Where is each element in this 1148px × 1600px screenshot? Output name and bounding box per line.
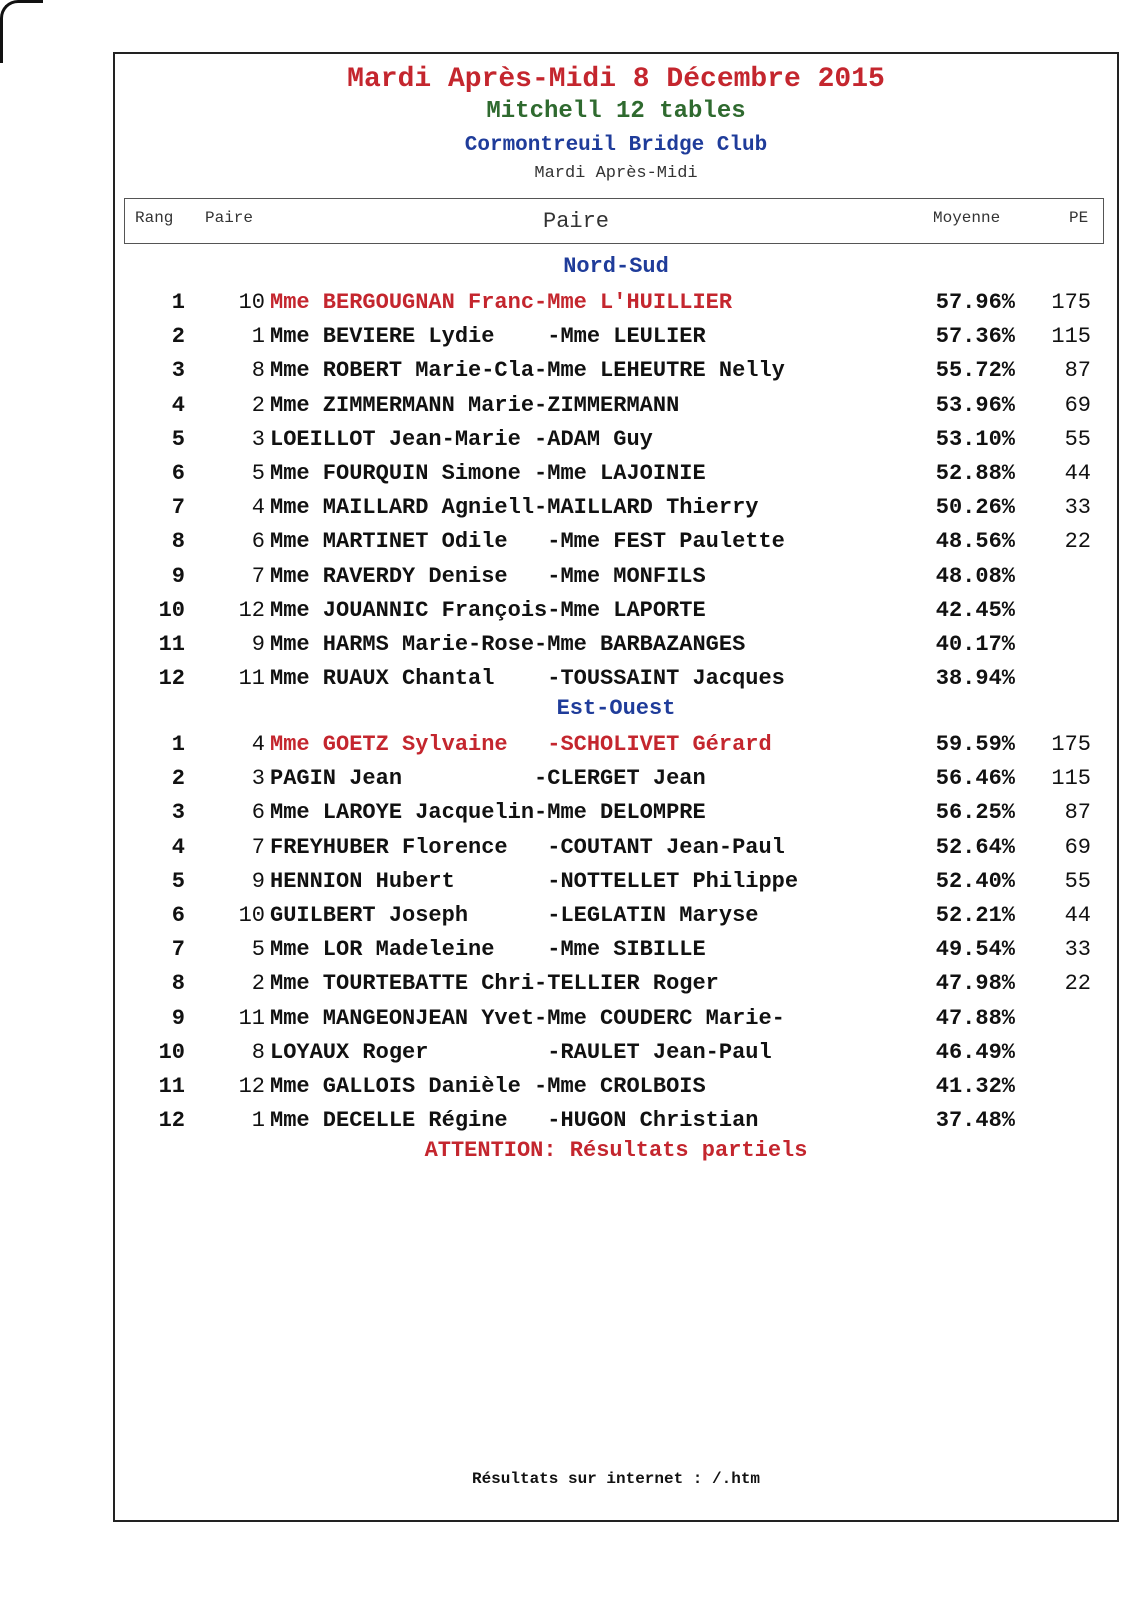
table-row xyxy=(115,491,1117,525)
average-cell: 38.94% xyxy=(935,666,1015,692)
average-cell: 46.49% xyxy=(935,1039,1015,1065)
pair-number-cell: 2 xyxy=(251,971,265,997)
club-name: Cormontreuil Bridge Club xyxy=(464,134,768,157)
internet-results-line: Résultats sur internet : /.htm xyxy=(471,1470,761,1488)
average-cell: 47.88% xyxy=(935,1005,1015,1031)
pair-names-cell: Mme BERGOUGNAN Franc-Mme L'HUILLIER xyxy=(270,290,733,315)
pair-number-cell: 7 xyxy=(251,834,265,860)
table-row xyxy=(115,560,1117,594)
pair-names-cell: Mme RAVERDY Denise -Mme MONFILS xyxy=(270,563,706,589)
pair-number-cell: 12 xyxy=(238,1074,265,1099)
pair-number-cell: 3 xyxy=(251,766,265,792)
pair-number-cell: 1 xyxy=(251,1108,265,1134)
rank-cell: 7 xyxy=(171,937,185,963)
average-cell: 47.98% xyxy=(935,971,1015,997)
pair-number-cell: 4 xyxy=(251,732,265,757)
table-row xyxy=(115,865,1117,899)
table-row xyxy=(115,899,1117,933)
average-cell: 49.54% xyxy=(935,937,1015,963)
pair-names-cell: Mme LAROYE Jacquelin-Mme DELOMPRE xyxy=(270,800,706,826)
pair-number-cell: 8 xyxy=(251,1039,265,1065)
pe-cell: 22 xyxy=(1064,971,1091,997)
pair-names-cell: Mme GALLOIS Danièle -Mme CROLBOIS xyxy=(270,1074,706,1099)
rank-cell: 8 xyxy=(171,971,185,997)
pair-names-cell: Mme JOUANNIC François-Mme LAPORTE xyxy=(270,597,706,623)
table-row xyxy=(115,354,1117,388)
rank-cell: 1 xyxy=(171,290,185,315)
average-cell: 41.32% xyxy=(935,1074,1015,1099)
rank-cell: 11 xyxy=(158,632,185,657)
rank-cell: 9 xyxy=(171,1005,185,1031)
header-paire-number: Paire xyxy=(205,209,254,227)
table-row xyxy=(115,389,1117,423)
section-est-ouest: Est-Ouest xyxy=(556,696,676,721)
pair-number-cell: 7 xyxy=(251,563,265,589)
header-rang: Rang xyxy=(135,209,174,227)
scan-corner-mark xyxy=(0,0,43,63)
pair-number-cell: 12 xyxy=(238,597,265,623)
pair-number-cell: 9 xyxy=(251,632,265,657)
pair-names-cell: Mme FOURQUIN Simone -Mme LAJOINIE xyxy=(270,461,706,486)
pe-cell: 33 xyxy=(1064,937,1091,963)
pair-number-cell: 5 xyxy=(251,937,265,963)
rank-cell: 12 xyxy=(158,666,185,692)
pair-names-cell: Mme TOURTEBATTE Chri-TELLIER Roger xyxy=(270,971,719,997)
rank-cell: 9 xyxy=(171,563,185,589)
pair-number-cell: 10 xyxy=(238,290,265,315)
average-cell: 59.59% xyxy=(935,732,1015,757)
pe-cell: 22 xyxy=(1064,529,1091,555)
table-row xyxy=(115,457,1117,491)
table-row xyxy=(115,662,1117,696)
pe-cell: 175 xyxy=(1051,290,1091,315)
average-cell: 53.10% xyxy=(935,426,1015,452)
table-row xyxy=(115,320,1117,354)
average-cell: 52.21% xyxy=(935,903,1015,928)
pe-cell: 87 xyxy=(1064,358,1091,384)
table-row xyxy=(115,1070,1117,1104)
pair-names-cell: Mme MAILLARD Agniell-MAILLARD Thierry xyxy=(270,495,759,521)
table-row xyxy=(115,728,1117,762)
pe-cell: 33 xyxy=(1064,495,1091,521)
rank-cell: 8 xyxy=(171,529,185,555)
average-cell: 56.46% xyxy=(935,766,1015,792)
pair-number-cell: 5 xyxy=(251,461,265,486)
pair-names-cell: FREYHUBER Florence -COUTANT Jean-Paul xyxy=(270,834,785,860)
rank-cell: 12 xyxy=(158,1108,185,1134)
table-row xyxy=(115,796,1117,830)
pair-number-cell: 3 xyxy=(251,426,265,452)
pair-names-cell: Mme DECELLE Régine -HUGON Christian xyxy=(270,1108,759,1134)
rank-cell: 5 xyxy=(171,868,185,894)
average-cell: 48.08% xyxy=(935,563,1015,589)
table-row xyxy=(115,1002,1117,1036)
pe-cell: 44 xyxy=(1064,461,1091,486)
table-row xyxy=(115,1104,1117,1138)
pair-names-cell: Mme GOETZ Sylvaine -SCHOLIVET Gérard xyxy=(270,732,772,757)
rank-cell: 4 xyxy=(171,392,185,418)
session-name: Mardi Après-Midi xyxy=(534,164,698,183)
pair-number-cell: 8 xyxy=(251,358,265,384)
pair-names-cell: LOEILLOT Jean-Marie -ADAM Guy xyxy=(270,426,653,452)
table-row xyxy=(115,967,1117,1001)
rank-cell: 11 xyxy=(158,1074,185,1099)
rank-cell: 2 xyxy=(171,766,185,792)
pair-names-cell: Mme HARMS Marie-Rose-Mme BARBAZANGES xyxy=(270,632,746,657)
rank-cell: 5 xyxy=(171,426,185,452)
header-pe: PE xyxy=(1069,209,1089,227)
pair-number-cell: 10 xyxy=(238,903,265,928)
pe-cell: 69 xyxy=(1064,392,1091,418)
table-row xyxy=(115,762,1117,796)
average-cell: 57.96% xyxy=(935,290,1015,315)
pair-names-cell: Mme MANGEONJEAN Yvet-Mme COUDERC Marie- xyxy=(270,1005,785,1031)
pe-cell: 87 xyxy=(1064,800,1091,826)
section-nord-sud: Nord-Sud xyxy=(563,254,669,279)
average-cell: 56.25% xyxy=(935,800,1015,826)
page-title: Mardi Après-Midi 8 Décembre 2015 xyxy=(347,64,885,95)
rank-cell: 1 xyxy=(171,732,185,757)
pair-number-cell: 6 xyxy=(251,800,265,826)
average-cell: 52.64% xyxy=(935,834,1015,860)
table-row xyxy=(115,423,1117,457)
average-cell: 55.72% xyxy=(935,358,1015,384)
pe-cell: 175 xyxy=(1051,732,1091,757)
pe-cell: 44 xyxy=(1064,903,1091,928)
pe-cell: 115 xyxy=(1051,766,1091,792)
header-moyenne: Moyenne xyxy=(933,209,1001,227)
table-row xyxy=(115,525,1117,559)
pair-names-cell: Mme ROBERT Marie-Cla-Mme LEHEUTRE Nelly xyxy=(270,358,785,384)
pair-names-cell: LOYAUX Roger -RAULET Jean-Paul xyxy=(270,1039,772,1065)
rank-cell: 6 xyxy=(171,461,185,486)
pair-names-cell: GUILBERT Joseph -LEGLATIN Maryse xyxy=(270,903,759,928)
pair-number-cell: 4 xyxy=(251,495,265,521)
table-row xyxy=(115,1036,1117,1070)
pair-names-cell: Mme BEVIERE Lydie -Mme LEULIER xyxy=(270,324,706,350)
pair-names-cell: Mme LOR Madeleine -Mme SIBILLE xyxy=(270,937,706,963)
average-cell: 52.88% xyxy=(935,461,1015,486)
average-cell: 52.40% xyxy=(935,868,1015,894)
results-sheet xyxy=(113,52,1119,1522)
header-paire-names: Paire xyxy=(543,209,610,234)
rank-cell: 6 xyxy=(171,903,185,928)
movement-subtitle: Mitchell 12 tables xyxy=(486,98,746,125)
pe-cell: 55 xyxy=(1064,868,1091,894)
pe-cell: 55 xyxy=(1064,426,1091,452)
rank-cell: 4 xyxy=(171,834,185,860)
table-row xyxy=(115,628,1117,662)
rank-cell: 10 xyxy=(158,597,185,623)
average-cell: 53.96% xyxy=(935,392,1015,418)
pair-names-cell: Mme MARTINET Odile -Mme FEST Paulette xyxy=(270,529,785,555)
pair-names-cell: PAGIN Jean -CLERGET Jean xyxy=(270,766,706,792)
rank-cell: 3 xyxy=(171,358,185,384)
average-cell: 40.17% xyxy=(935,632,1015,657)
pair-number-cell: 6 xyxy=(251,529,265,555)
rank-cell: 7 xyxy=(171,495,185,521)
table-row xyxy=(115,286,1117,320)
pair-names-cell: HENNION Hubert -NOTTELLET Philippe xyxy=(270,868,799,894)
pair-number-cell: 2 xyxy=(251,392,265,418)
pair-number-cell: 9 xyxy=(251,868,265,894)
average-cell: 50.26% xyxy=(935,495,1015,521)
partial-results-notice: ATTENTION: Résultats partiels xyxy=(424,1138,808,1163)
average-cell: 37.48% xyxy=(935,1108,1015,1134)
pair-number-cell: 1 xyxy=(251,324,265,350)
column-header xyxy=(124,198,1104,244)
pair-number-cell: 11 xyxy=(238,1005,265,1031)
pair-names-cell: Mme RUAUX Chantal -TOUSSAINT Jacques xyxy=(270,666,785,692)
pair-names-cell: Mme ZIMMERMANN Marie-ZIMMERMANN xyxy=(270,392,680,418)
rank-cell: 3 xyxy=(171,800,185,826)
table-row xyxy=(115,594,1117,628)
average-cell: 57.36% xyxy=(935,324,1015,350)
average-cell: 48.56% xyxy=(935,529,1015,555)
pe-cell: 115 xyxy=(1051,324,1091,350)
average-cell: 42.45% xyxy=(935,597,1015,623)
pair-number-cell: 11 xyxy=(238,666,265,692)
table-row xyxy=(115,933,1117,967)
pe-cell: 69 xyxy=(1064,834,1091,860)
table-row xyxy=(115,831,1117,865)
rank-cell: 2 xyxy=(171,324,185,350)
rank-cell: 10 xyxy=(158,1039,185,1065)
